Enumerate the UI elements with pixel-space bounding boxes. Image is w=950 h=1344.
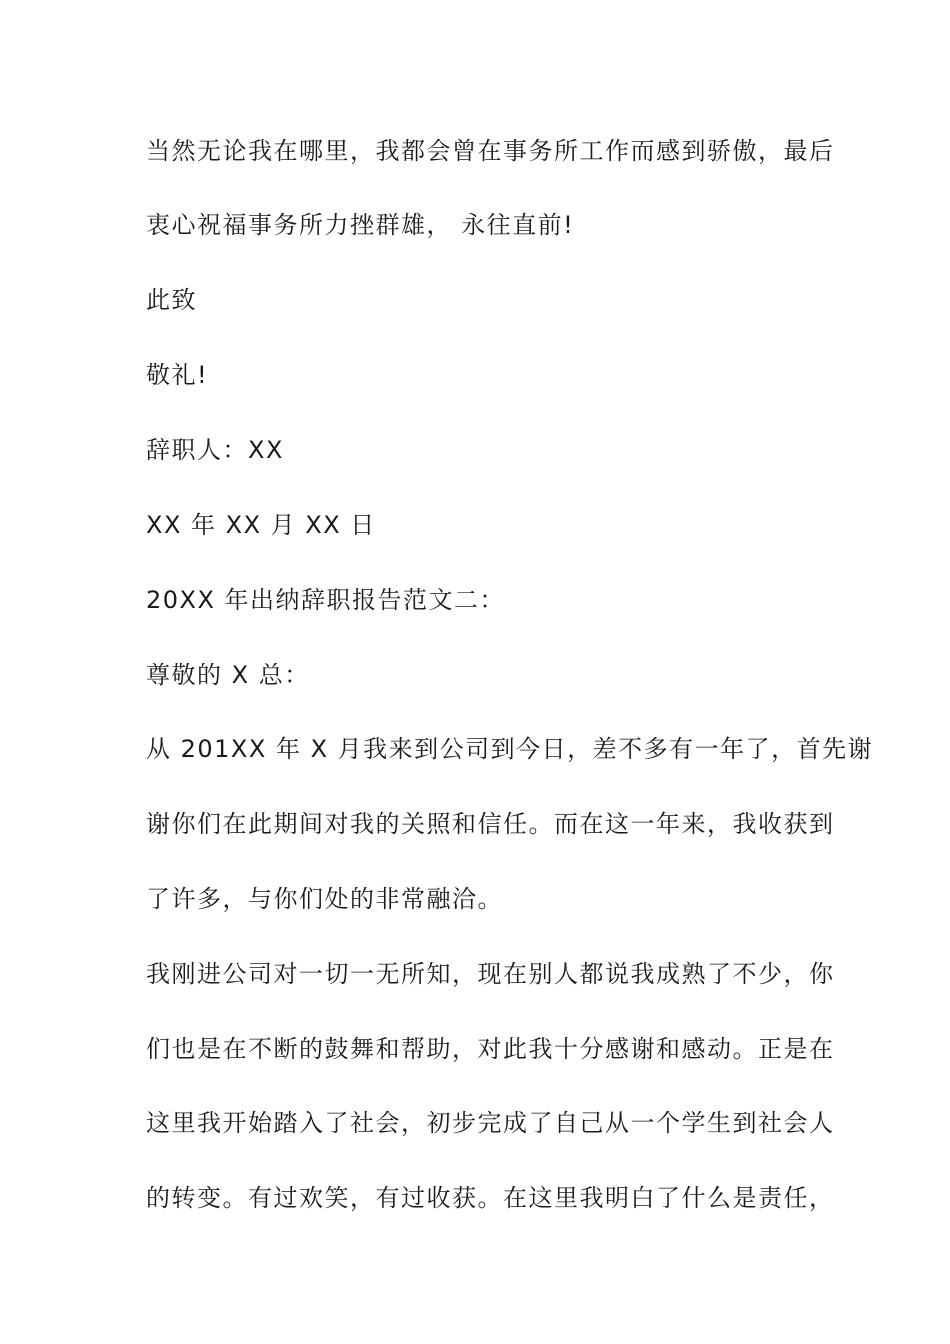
paragraph-line: 当然无论我在哪里，我都会曾在事务所工作而感到骄傲，最后	[146, 137, 835, 165]
closing-regards: 敬礼!	[146, 361, 209, 389]
signature-line: 辞职人：XX	[146, 436, 284, 464]
paragraph-line: 衷心祝福事务所力挫群雄， 永往直前!	[146, 211, 575, 239]
paragraph-line: 的转变。有过欢笑，有过收获。在这里我明白了什么是责任，	[146, 1184, 835, 1212]
paragraph-line: 这里我开始踏入了社会，初步完成了自己从一个学生到社会人	[146, 1109, 835, 1137]
paragraph-line: 了许多，与你们处的非常融洽。	[146, 885, 503, 913]
greeting-line: 尊敬的 X 总：	[146, 661, 310, 689]
paragraph-line: 谢你们在此期间对我的关照和信任。而在这一年来，我收获到	[146, 810, 835, 838]
date-line: XX 年 XX 月 XX 日	[146, 511, 376, 539]
paragraph-line: 从 201XX 年 X 月我来到公司到今日，差不多有一年了，首先谢	[146, 735, 874, 763]
closing-salutation: 此致	[146, 286, 197, 314]
paragraph-line: 我刚进公司对一切一无所知，现在别人都说我成熟了不少，你	[146, 960, 835, 988]
section-heading: 20XX 年出纳辞职报告范文二：	[146, 586, 506, 614]
paragraph-line: 们也是在不断的鼓舞和帮助，对此我十分感谢和感动。正是在	[146, 1035, 835, 1063]
